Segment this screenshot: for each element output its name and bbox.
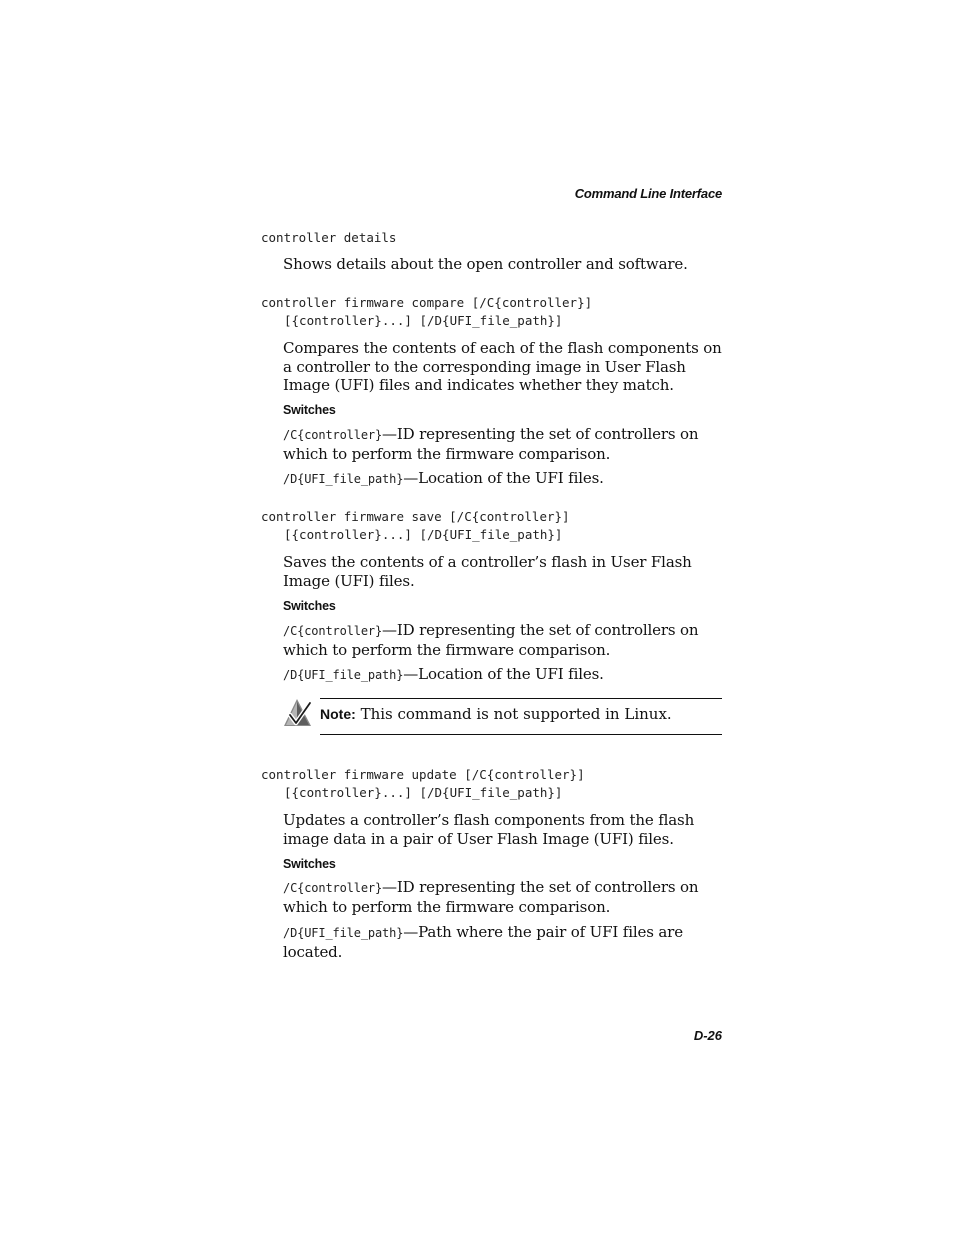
note-check-icon bbox=[282, 697, 314, 729]
note-bottom-rule bbox=[320, 734, 722, 735]
switch-code: /C{controller} bbox=[283, 624, 383, 638]
note-text: This command is not supported in Linux. bbox=[360, 705, 672, 723]
switch-code: /C{controller} bbox=[283, 428, 383, 442]
switch-text: —Location of the UFI files. bbox=[403, 469, 604, 487]
command-syntax: controller firmware update [/C{controller}] bbox=[261, 767, 585, 782]
switch-entry bbox=[283, 621, 723, 659]
switches-heading: Switches bbox=[283, 403, 336, 417]
command-description: Updates a controller’s flash components from the flash image data in a pair of User Flash Image (UFI) files. bbox=[283, 811, 695, 848]
switch-entry bbox=[283, 665, 723, 685]
command-description: Compares the contents of each of the flash components on a controller to the corresponding image in User Flash Image (UFI) files and indicates whether they match. bbox=[283, 339, 722, 394]
switch-entry bbox=[283, 469, 723, 489]
note bbox=[320, 705, 672, 723]
page-number: D-26 bbox=[693, 1028, 722, 1043]
command-description: Shows details about the open controller and software. bbox=[283, 255, 688, 273]
command-syntax-continued: [{controller}...] [/D{UFI_file_path}] bbox=[284, 313, 563, 328]
switch-code: /D{UFI_file_path} bbox=[283, 926, 404, 940]
switch-entry bbox=[283, 923, 723, 961]
switch-text: —Location of the UFI files. bbox=[403, 665, 604, 683]
switch-code: /D{UFI_file_path} bbox=[283, 472, 404, 486]
switch-entry bbox=[283, 425, 723, 463]
switch-code: /D{UFI_file_path} bbox=[283, 668, 404, 682]
command-description: Saves the contents of a controller’s flash in User Flash Image (UFI) files. bbox=[283, 553, 692, 590]
switches-heading: Switches bbox=[283, 599, 336, 613]
switch-code: /C{controller} bbox=[283, 881, 383, 895]
command-syntax-continued: [{controller}...] [/D{UFI_file_path}] bbox=[284, 527, 563, 542]
switch-text: —ID representing the set of controllers on which to perform the firmware comparison. bbox=[283, 621, 699, 659]
command-syntax: controller details bbox=[261, 230, 397, 245]
command-syntax: controller firmware save [/C{controller}] bbox=[261, 509, 570, 524]
switch-text: —ID representing the set of controllers on which to perform the firmware comparison. bbox=[283, 425, 699, 463]
note-label: Note: bbox=[320, 706, 356, 722]
running-header: Command Line Interface bbox=[574, 186, 722, 201]
note-top-rule bbox=[320, 698, 722, 699]
switch-text: —Path where the pair of UFI files are located. bbox=[283, 923, 683, 961]
command-syntax-continued: [{controller}...] [/D{UFI_file_path}] bbox=[284, 785, 563, 800]
command-syntax: controller firmware compare [/C{controller}] bbox=[261, 295, 593, 310]
switch-text: —ID representing the set of controllers on which to perform the firmware comparison. bbox=[283, 878, 699, 916]
switch-entry bbox=[283, 878, 723, 916]
switches-heading: Switches bbox=[283, 857, 336, 871]
